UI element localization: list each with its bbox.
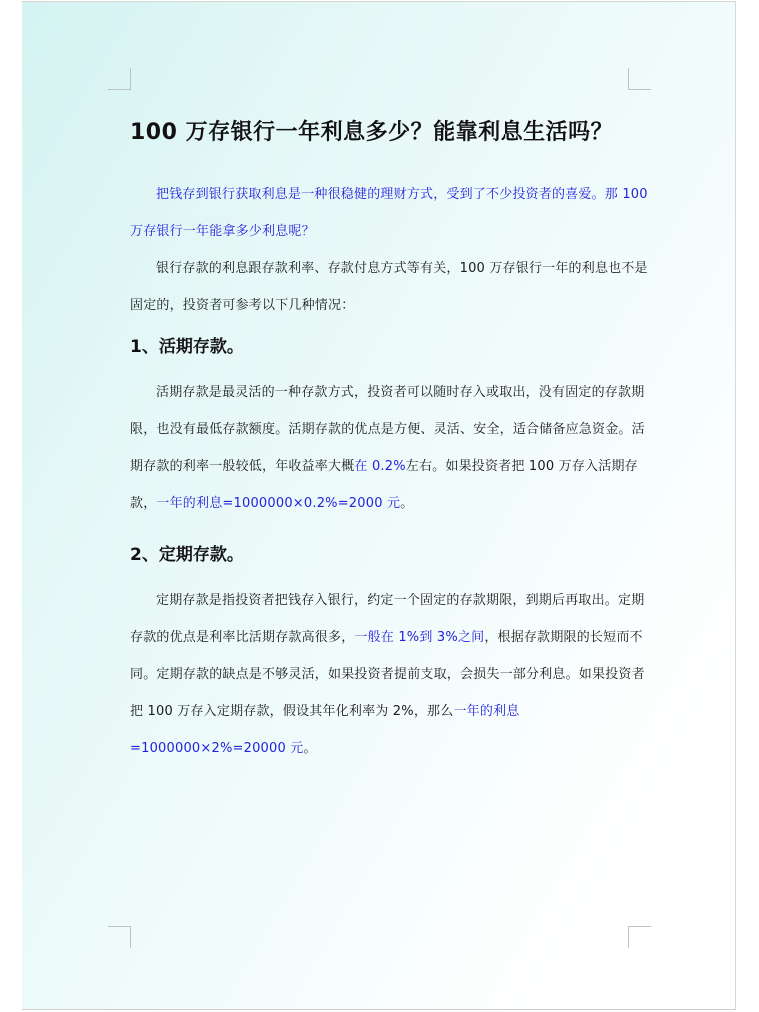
margin-corner-top-right [628,68,651,90]
section-heading-demand-deposit: 1、活期存款。 [130,337,244,357]
text-run: 活期存款是最灵活的一种存款方式，投资者可以随时存入或取出，没有固定的存款期限，也没有最低存款额度。活期存款的优点是方便、灵活、安全，适合储备应急资金。活期存款的利率一般较低，年收益率大概 [130,385,645,474]
section-paragraph-demand-deposit [130,374,650,522]
text-run: 左右。如果投资者把 100 万存入活期存款， [130,459,638,511]
text-run: ，根据存款期限的长短而不同。定期存款的缺点是不够灵活，如果投资者提前支取，会损失一部分利息。如果投资者把 100 万存入定期存款，假设其年化利率为 2%，那么 [130,630,645,719]
highlight-interest-calc: 一年的利息=1000000×2%=20000 元 [130,704,520,756]
text-run: 。 [303,741,317,756]
section-heading-fixed-deposit: 2、定期存款。 [130,545,244,565]
document-title: 100 万存银行一年利息多少？能靠利息生活吗？ [130,120,614,145]
document-page [22,1,736,1010]
margin-corner-bottom-right [628,926,651,948]
highlight-rate: 一般在 1%到 3%之间 [354,630,485,645]
margin-corner-bottom-left [108,926,131,948]
text-run: 定期存款是指投资者把钱存入银行，约定一个固定的存款期限，到期后再取出。定期存款的优点是利率比活期存款高很多， [130,593,645,645]
text-run: 。 [400,496,414,511]
overview-paragraph: 银行存款的利息跟存款利率、存款付息方式等有关，100 万存银行一年的利息也不是固定的，投资者可参考以下几种情况： [130,261,648,313]
margin-corner-top-left [108,68,131,90]
highlight-interest-calc: 一年的利息=1000000×0.2%=2000 元 [156,496,401,511]
intro-paragraph: 把钱存到银行获取利息是一种很稳健的理财方式，受到了不少投资者的喜爱。那 100 万存银行一年能拿多少利息呢？ [130,187,648,239]
section-paragraph-fixed-deposit [130,582,650,767]
highlight-rate: 在 0.2% [354,459,406,474]
document-body[interactable] [130,112,650,767]
